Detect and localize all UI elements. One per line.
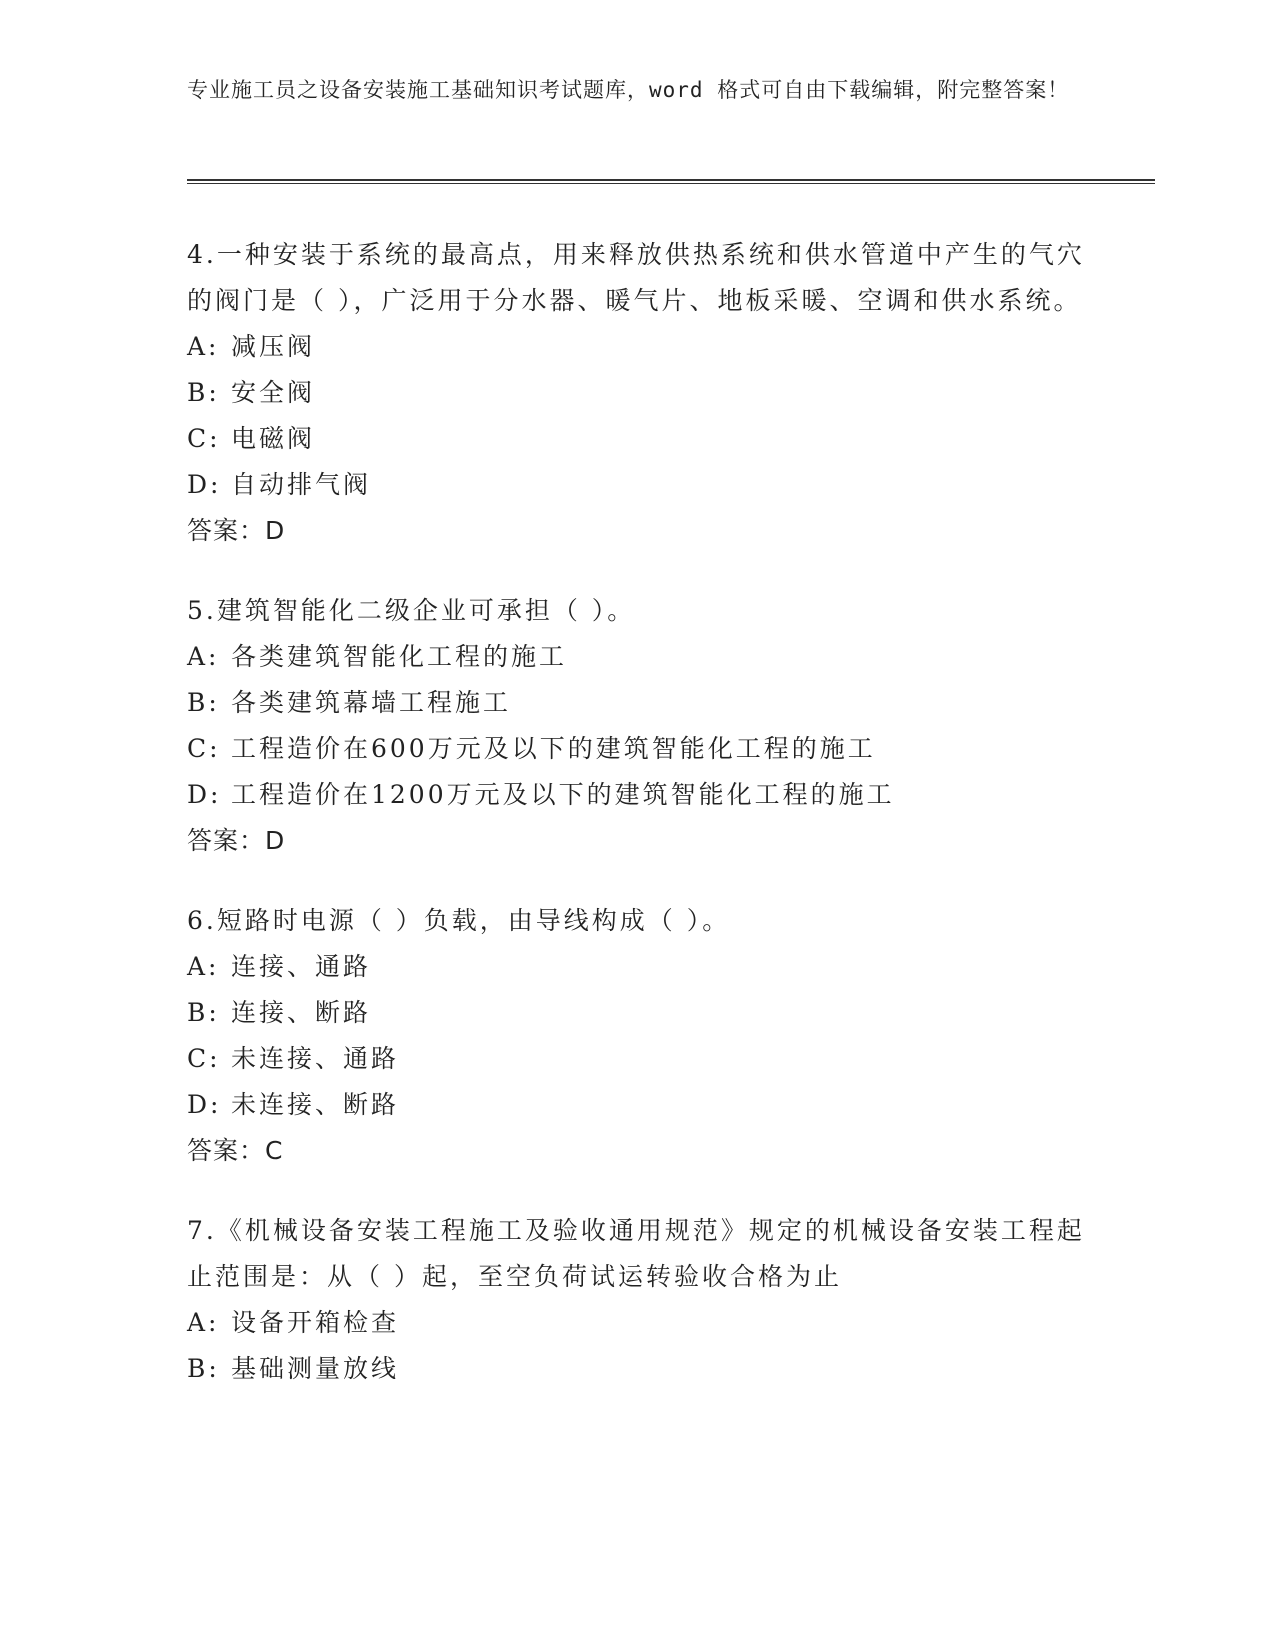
option-text: 安全阀	[231, 378, 316, 407]
question-6	[187, 898, 1087, 1174]
option-key: B:	[187, 688, 220, 717]
option-key: D:	[187, 780, 222, 809]
option-text: 基础测量放线	[231, 1354, 400, 1383]
option-b	[187, 990, 1087, 1036]
option-text: 各类建筑智能化工程的施工	[231, 642, 568, 671]
question-stem: 4.一种安装于系统的最高点，用来释放供热系统和供水管道中产生的气穴的阀门是（ ），广泛用于分水器、暖气片、地板采暖、空调和供水系统。	[187, 240, 1085, 315]
option-key: B:	[187, 378, 220, 407]
option-text: 设备开箱检查	[231, 1308, 400, 1337]
question-4	[187, 232, 1087, 554]
document-header: 专业施工员之设备安装施工基础知识考试题库，word 格式可自由下载编辑，附完整答案！	[187, 78, 1070, 102]
option-c	[187, 1036, 1087, 1082]
question-7	[187, 1208, 1087, 1392]
question-stem: 5.建筑智能化二级企业可承担（ ）。	[187, 596, 636, 625]
option-b	[187, 370, 1087, 416]
option-key: A:	[187, 642, 220, 671]
option-d	[187, 462, 1087, 508]
header-divider	[187, 179, 1155, 181]
option-key: D:	[187, 1090, 222, 1119]
question-list	[187, 232, 1087, 1426]
option-text: 未连接、通路	[231, 1044, 400, 1073]
question-5	[187, 588, 1087, 864]
option-key: D:	[187, 470, 222, 499]
option-text: 减压阀	[231, 332, 316, 361]
option-key: C:	[187, 1044, 221, 1073]
option-key: B:	[187, 1354, 220, 1383]
option-text: 连接、通路	[231, 952, 372, 981]
option-a	[187, 1300, 1087, 1346]
answer-line: 答案：D	[187, 516, 286, 545]
question-stem: 7.《机械设备安装工程施工及验收通用规范》规定的机械设备安装工程起止范围是：从（ ）起，至空负荷试运转验收合格为止	[187, 1216, 1085, 1291]
option-text: 未连接、断路	[231, 1090, 400, 1119]
answer-line: 答案：C	[187, 1136, 284, 1165]
option-key: A:	[187, 1308, 220, 1337]
option-text: 各类建筑幕墙工程施工	[231, 688, 512, 717]
option-d	[187, 772, 1087, 818]
option-a	[187, 634, 1087, 680]
option-text: 工程造价在1200万元及以下的建筑智能化工程的施工	[231, 780, 895, 809]
option-key: C:	[187, 424, 221, 453]
option-text: 工程造价在600万元及以下的建筑智能化工程的施工	[231, 734, 876, 763]
option-b	[187, 1346, 1087, 1392]
question-stem: 6.短路时电源（ ）负载，由导线构成（ ）。	[187, 906, 731, 935]
option-key: B:	[187, 998, 220, 1027]
option-c	[187, 726, 1087, 772]
option-text: 电磁阀	[231, 424, 316, 453]
option-b	[187, 680, 1087, 726]
option-text: 连接、断路	[231, 998, 372, 1027]
header-divider-thin	[187, 183, 1155, 184]
option-key: A:	[187, 332, 220, 361]
option-d	[187, 1082, 1087, 1128]
option-c	[187, 416, 1087, 462]
option-a	[187, 944, 1087, 990]
answer-line: 答案：D	[187, 826, 286, 855]
option-text: 自动排气阀	[231, 470, 372, 499]
option-key: C:	[187, 734, 221, 763]
option-key: A:	[187, 952, 220, 981]
option-a	[187, 324, 1087, 370]
